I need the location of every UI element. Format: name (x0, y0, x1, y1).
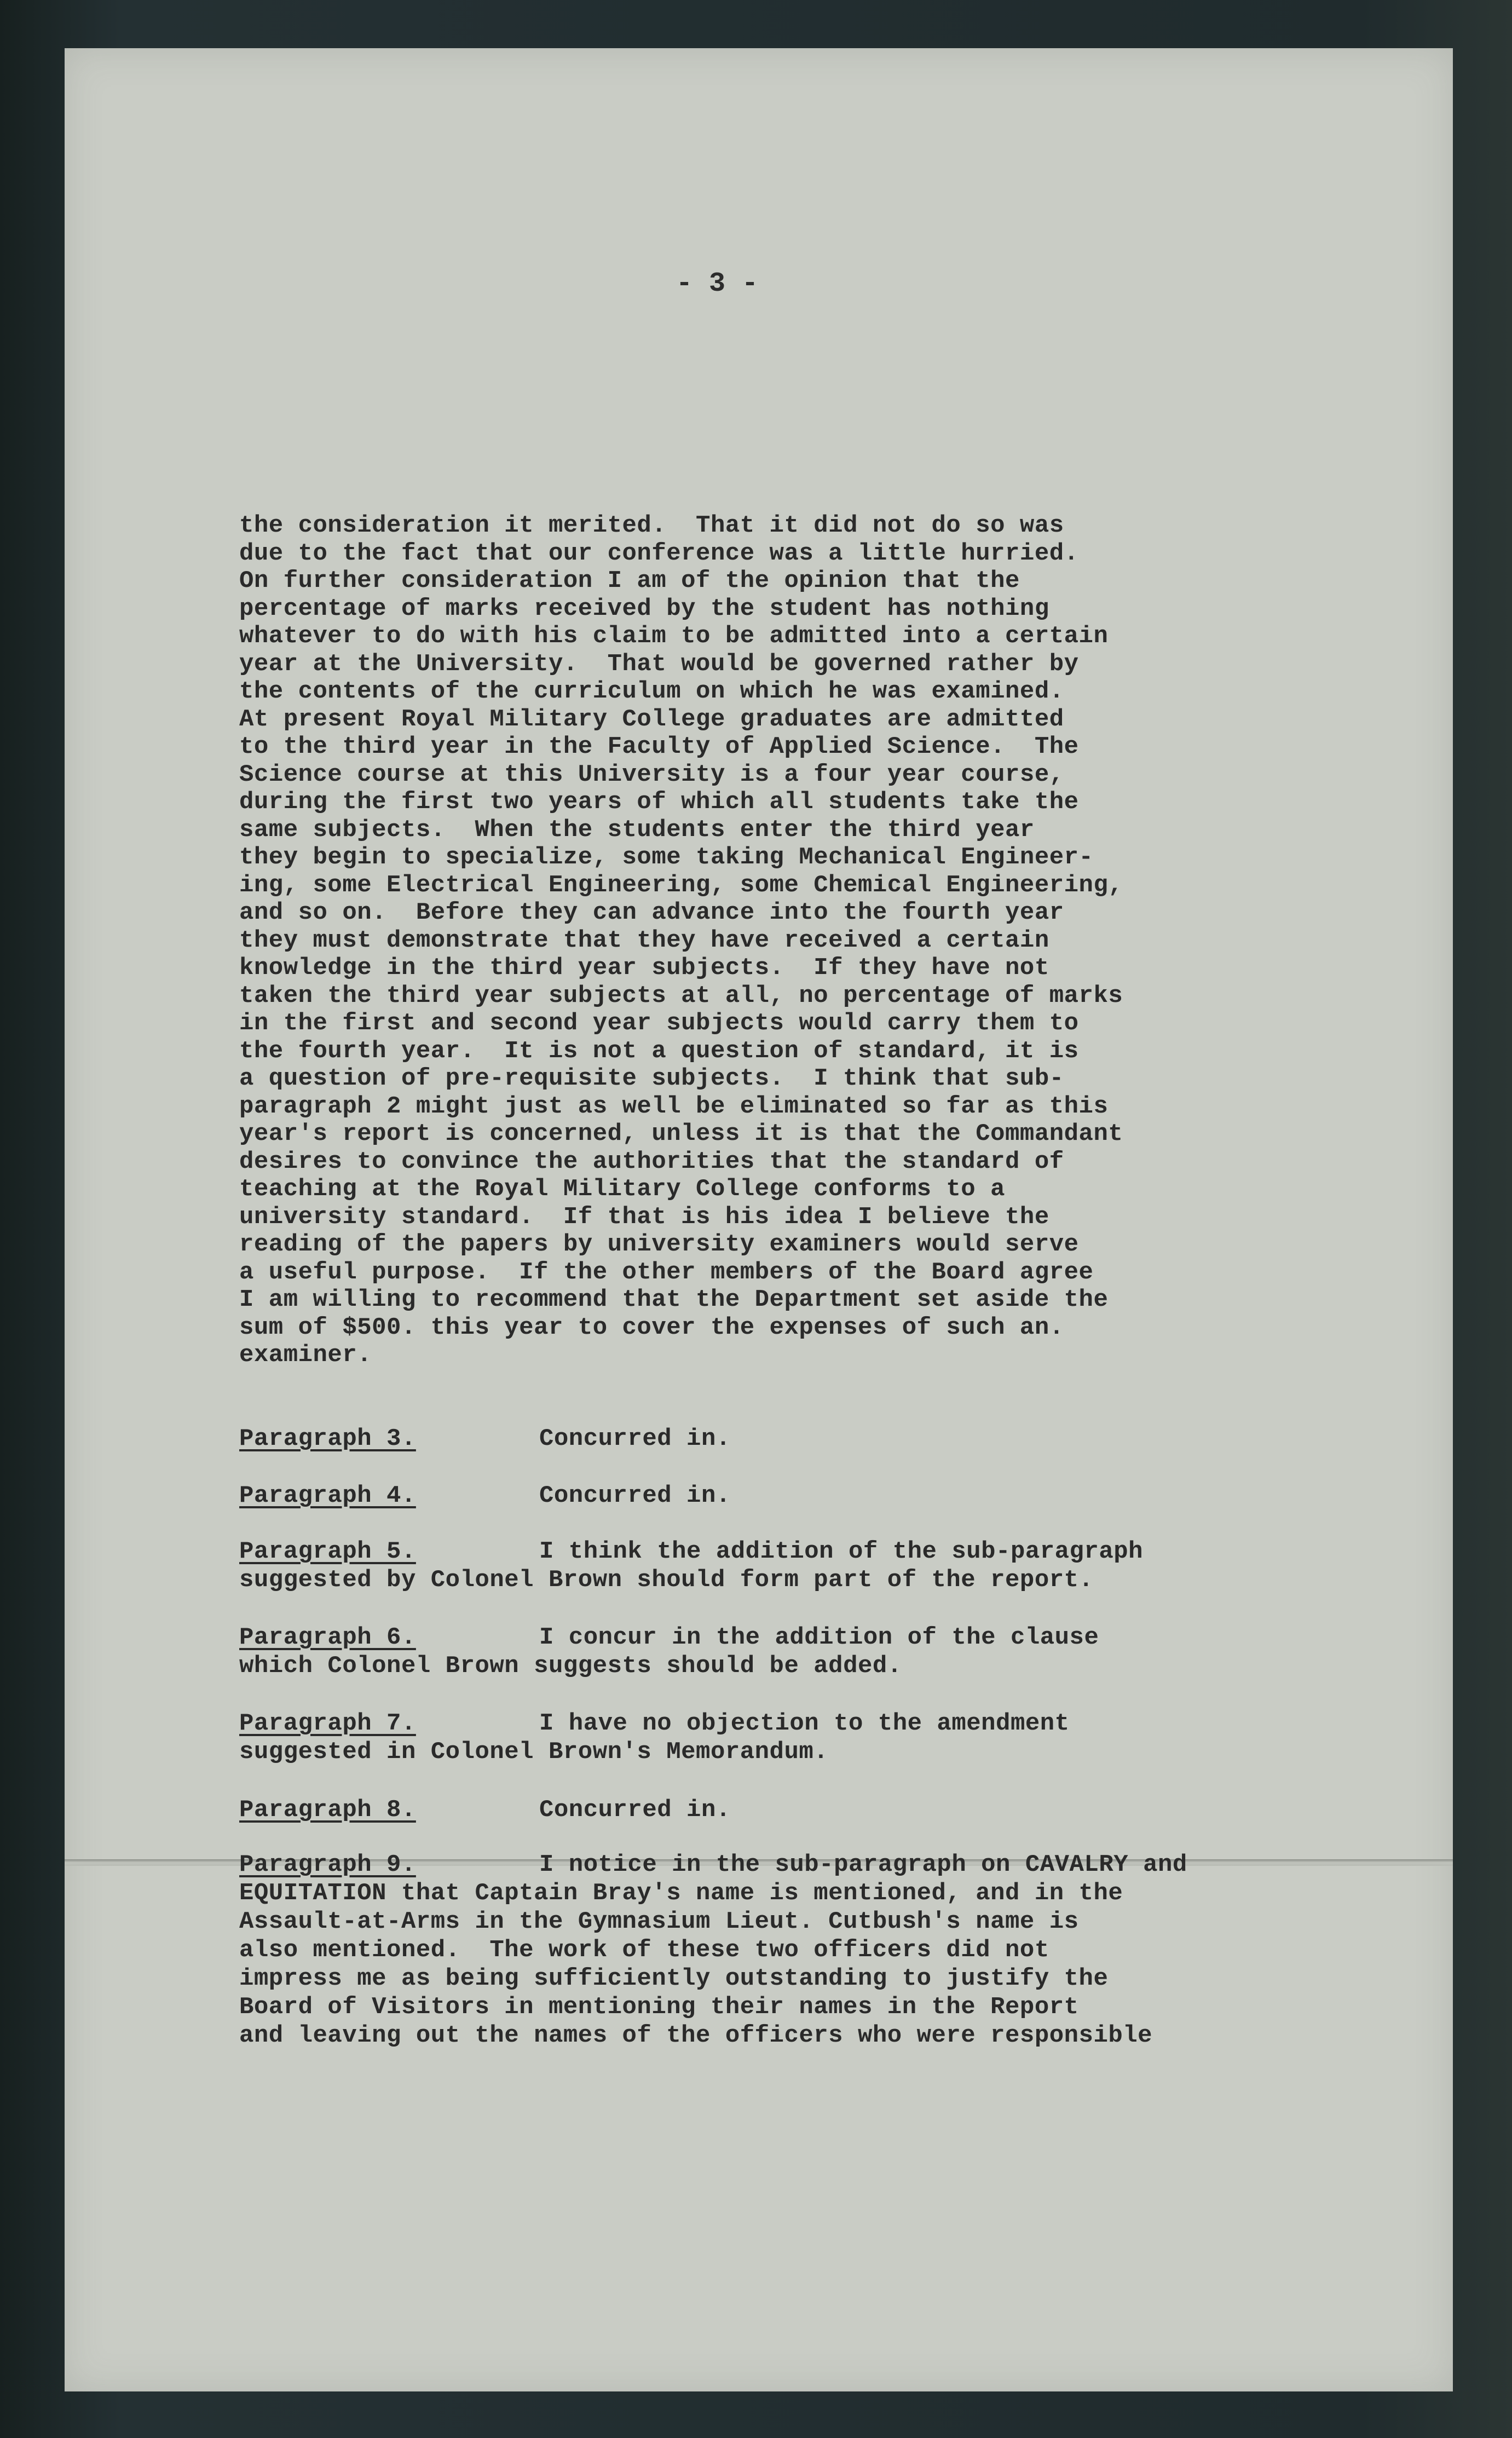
paragraph-text: suggested in Colonel Brown's Memorandum. (239, 1738, 829, 1766)
paragraph-7 (239, 1709, 1361, 1766)
body-line: during the first two years of which all students take the (239, 788, 1079, 816)
paragraph-text: Concurred in. (539, 1425, 731, 1453)
body-line: taken the third year subjects at all, no percentage of marks (239, 982, 1123, 1010)
body-line: a question of pre-requisite subjects. I think that sub- (239, 1065, 1064, 1092)
body-line: the fourth year. It is not a question of standard, it is (239, 1037, 1079, 1065)
paragraph-heading: Paragraph 5. (239, 1538, 416, 1565)
body-line: ing, some Electrical Engineering, some Chemical Engineering, (239, 871, 1123, 899)
body-line: On further consideration I am of the opinion that the (239, 567, 1020, 595)
paragraph-text: EQUITATION that Captain Bray's name is mentioned, and in the (239, 1880, 1123, 1907)
body-line: in the first and second year subjects would carry them to (239, 1010, 1079, 1037)
body-line: and so on. Before they can advance into the fourth year (239, 899, 1064, 926)
paragraph-text: Concurred in. (539, 1482, 731, 1509)
paragraph-first-line (239, 1851, 1361, 1879)
paragraph-first-line (239, 1482, 1361, 1510)
body-line: the contents of the curriculum on which he was examined. (239, 678, 1064, 705)
body-line: due to the fact that our conference was a little hurried. (239, 539, 1079, 567)
paragraph-heading: Paragraph 8. (239, 1796, 416, 1824)
paragraph-8 (239, 1796, 1361, 1824)
paragraph-text: also mentioned. The work of these two officers did not (239, 1936, 1049, 1964)
paragraph-heading: Paragraph 9. (239, 1851, 416, 1878)
paragraph-4 (239, 1482, 1361, 1510)
body-line: Science course at this University is a four year course, (239, 760, 1064, 788)
body-line: examiner. (239, 1341, 372, 1369)
paragraph-3 (239, 1425, 1361, 1453)
paragraph-text: I concur in the addition of the clause (539, 1624, 1099, 1651)
paragraph-heading: Paragraph 4. (239, 1482, 416, 1509)
body-line: same subjects. When the students enter the third year (239, 816, 1035, 844)
body-text (239, 512, 1361, 1369)
body-line: I am willing to recommend that the Department set aside the (239, 1286, 1109, 1313)
paragraph-text: Board of Visitors in mentioning their names in the Report (239, 1993, 1079, 2021)
body-line: they begin to specialize, some taking Mechanical Engineer- (239, 844, 1094, 871)
paragraph-text: and leaving out the names of the officers who were responsible (239, 2022, 1153, 2049)
paragraph-first-line (239, 1709, 1361, 1738)
paragraph-text: suggested by Colonel Brown should form part of the report. (239, 1566, 1094, 1594)
page-number: - 3 - (676, 268, 759, 299)
body-line: teaching at the Royal Military College conforms to a (239, 1175, 1006, 1203)
paragraph-heading: Paragraph 6. (239, 1624, 416, 1651)
paragraph-heading: Paragraph 3. (239, 1425, 416, 1453)
paragraph-text: I have no objection to the amendment (539, 1710, 1070, 1737)
body-line: year at the University. That would be governed rather by (239, 650, 1079, 678)
body-line: knowledge in the third year subjects. If they have not (239, 954, 1049, 982)
body-line: desires to convince the authorities that the standard of (239, 1148, 1064, 1175)
body-line: a useful purpose. If the other members of the Board agree (239, 1258, 1094, 1286)
paragraph-first-line (239, 1623, 1361, 1652)
paragraph-first-line (239, 1796, 1361, 1824)
body-line: reading of the papers by university examiners would serve (239, 1231, 1079, 1258)
body-line: to the third year in the Faculty of Applied Science. The (239, 733, 1079, 760)
body-line: the consideration it merited. That it did not do so was (239, 512, 1064, 539)
paragraph-first-line (239, 1425, 1361, 1453)
body-line: paragraph 2 might just as well be eliminated so far as this (239, 1092, 1109, 1120)
body-line: whatever to do with his claim to be admitted into a certain (239, 623, 1109, 650)
paragraph-text: I notice in the sub-paragraph on CAVALRY and (539, 1851, 1187, 1878)
paragraph-text: impress me as being sufficiently outstanding to justify the (239, 1965, 1109, 1992)
body-line: university standard. If that is his idea I believe the (239, 1203, 1049, 1231)
body-line: At present Royal Military College graduates are admitted (239, 705, 1064, 733)
body-line: they must demonstrate that they have received a certain (239, 926, 1049, 954)
paragraph-6 (239, 1623, 1361, 1680)
paragraph-text: Concurred in. (539, 1796, 731, 1824)
paragraph-heading: Paragraph 7. (239, 1710, 416, 1737)
paragraph-text: Assault-at-Arms in the Gymnasium Lieut. Cutbush's name is (239, 1908, 1079, 1935)
body-line: sum of $500. this year to cover the expenses of such an. (239, 1313, 1064, 1341)
paragraph-9 (239, 1851, 1361, 2050)
paragraph-5 (239, 1537, 1361, 1594)
body-line: year's report is concerned, unless it is that the Commandant (239, 1120, 1123, 1148)
paragraph-first-line (239, 1537, 1361, 1566)
paragraph-text: which Colonel Brown suggests should be added. (239, 1652, 902, 1680)
paragraph-text: I think the addition of the sub-paragraph (539, 1538, 1144, 1565)
body-line: percentage of marks received by the student has nothing (239, 595, 1049, 623)
